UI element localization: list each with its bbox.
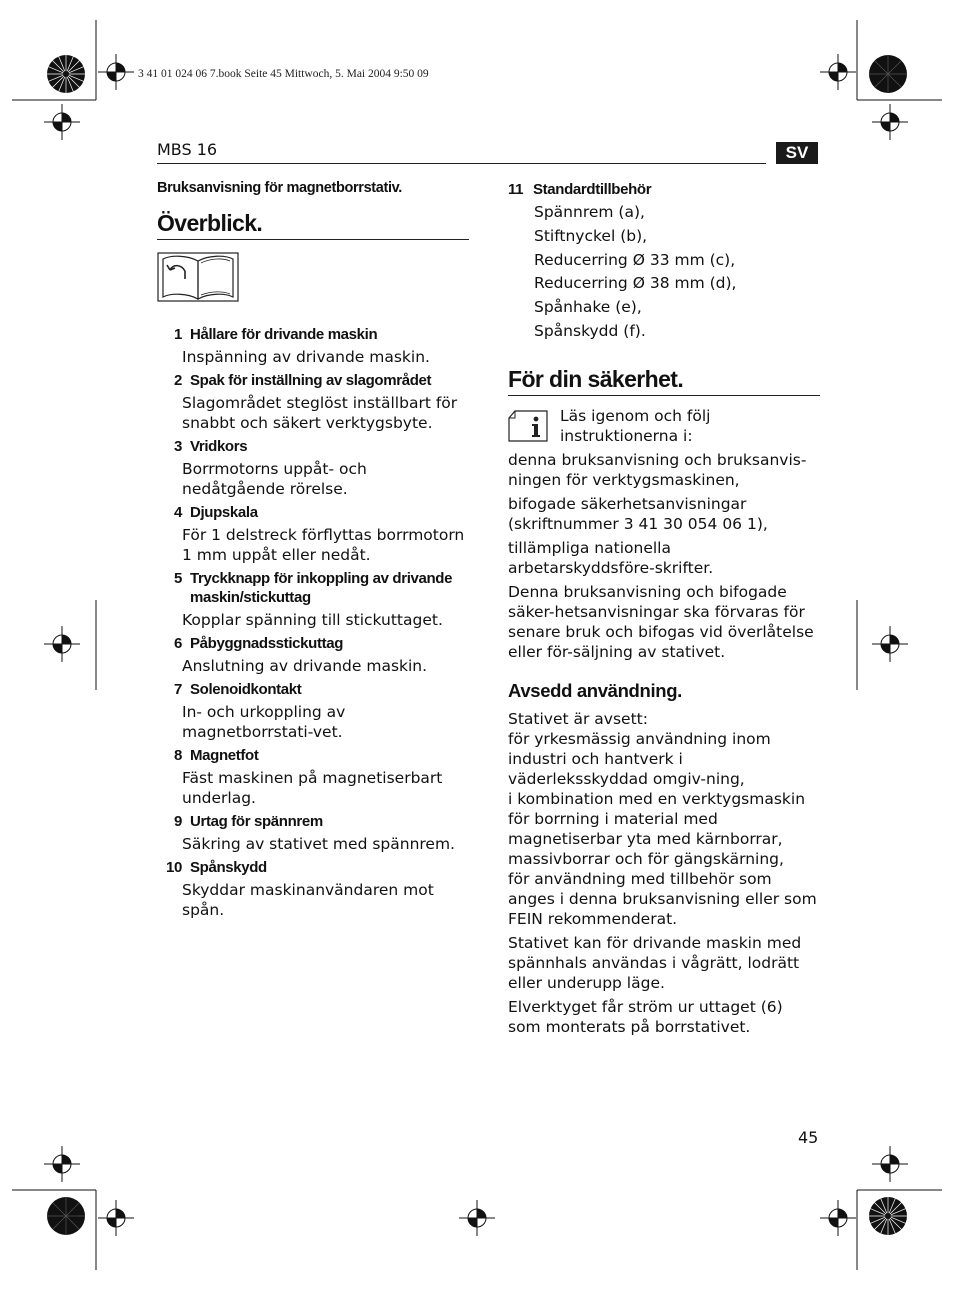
accessory-item: Spånhake (e), [534,298,642,317]
paragraph: bifogade säkerhetsanvisningar (skriftnummer 3 41 30 054 06 1), [508,494,768,533]
item-number: 3 [174,438,182,455]
item-number: 5 [174,570,182,587]
item-description: Säkring av stativet med spännrem. [182,835,455,853]
accessory-item: Reducerring Ø 38 mm (d), [534,274,737,293]
item-title: Spak för inställning av slagområdet [190,372,432,389]
item-number: 9 [174,813,182,830]
item-description: Borrmotorns uppåt- och nedåtgående rörelse. [182,460,367,498]
item-number: 1 [174,326,182,343]
item-description: Kopplar spänning till stickuttaget. [182,611,443,629]
item-description: Skyddar maskinanvändaren mot spån. [182,881,434,919]
paragraph: för användning med tillbehör som anges i denna bruksanvisning eller som FEIN rekommenderat. [508,869,817,928]
overview-title: Överblick. [157,210,469,240]
page-number: 45 [798,1128,819,1147]
item-number: 4 [174,504,182,521]
item-description: Slagområdet steglöst inställbart för snabbt och säkert verktygsbyte. [182,394,458,432]
item-number: 7 [174,681,182,698]
language-badge: SV [776,142,818,164]
item-title: Påbyggnadsstickuttag [190,635,344,652]
item-description: Anslutning av drivande maskin. [182,657,428,675]
accessory-item: Spännrem (a), [534,203,645,221]
accessory-item: Spånskydd (f). [534,321,646,340]
item-number: 8 [174,747,182,764]
info-text: Läs igenom och följ instruktionerna i: [560,406,711,445]
item-title: Spånskydd [190,859,267,876]
paragraph: Stativet är avsett: [508,709,648,728]
paragraph: tillämpliga nationella arbetarskyddsföre-skrifter. [508,538,714,577]
paragraph: Elverktyget får ström ur uttaget (6) som monterats på borrstativet. [508,997,783,1036]
header-model: MBS 16 [157,140,218,159]
paragraph: för yrkesmässig användning inom industri och hantverk i väderleksskyddad omgiv-ning, [508,729,771,788]
item-description: In- och urkoppling av magnetborrstati-vet. [182,703,346,741]
item-number: 6 [174,635,182,652]
accessory-item: Stiftnyckel (b), [534,226,648,245]
paragraph: Denna bruksanvisning och bifogade säker-hetsanvisningar ska förvaras för senare bruk och bifogas vid överlåtelse eller för-säljning av stativet. [508,582,814,661]
item-number: 10 [166,859,182,876]
item-title: Urtag för spännrem [190,813,323,830]
document-subtitle: Bruksanvisning för magnetborrstativ. [157,180,402,196]
item-description: Inspänning av drivande maskin. [182,348,430,366]
item-title: Hållare för drivande maskin [190,326,378,343]
item-description: För 1 delstreck förflyttas borrmotorn 1 mm uppåt eller nedåt. [182,526,465,564]
item-number: 2 [174,372,182,389]
intended-use-title: Avsedd användning. [508,679,682,701]
item-title: Magnetfot [190,747,259,764]
item-description: Fäst maskinen på magnetiserbart underlag. [182,769,443,807]
item-title: Solenoidkontakt [190,681,302,698]
accessories-title: Standardtillbehör [533,181,652,198]
print-header: 3 41 01 024 06 7.book Seite 45 Mittwoch, 5. Mai 2004 9:50 09 [138,68,429,80]
safety-title: För din säkerhet. [508,366,820,396]
item-title: Vridkors [190,438,248,455]
item-number: 11 [508,181,524,198]
accessory-item: Reducerring Ø 33 mm (c), [534,250,736,269]
paragraph: i kombination med en verktygsmaskin för borrning i material med magnetiserbar yta med kärnborrar, massivborrar och för gängskärning, [508,789,806,868]
paragraph: Stativet kan för drivande maskin med spännhals användas i vågrätt, lodrätt eller underupp läge. [508,933,802,992]
item-title: Djupskala [190,504,258,521]
item-title: Tryckknapp för inkoppling av drivande maskin/stickuttag [190,570,453,606]
paragraph: denna bruksanvisning och bruksanvis-ningen för verktygsmaskinen, [508,450,807,489]
